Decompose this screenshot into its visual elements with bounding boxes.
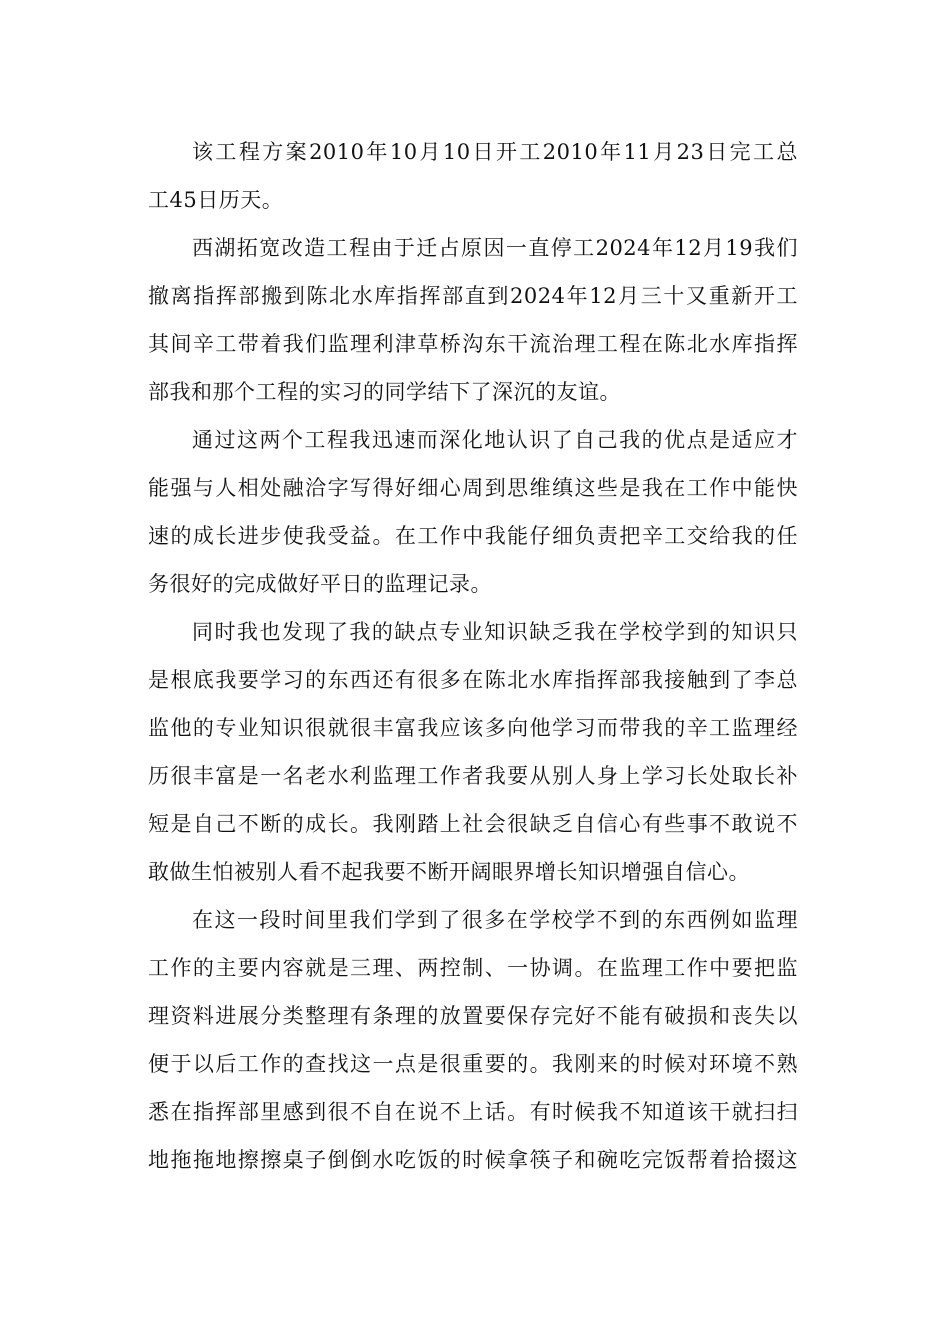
- text-line: 速的成长进步使我受益。在工作中我能仔细负责把辛工交给我的任: [148, 524, 798, 548]
- text-line: 敢做生怕被别人看不起我要不断开阔眼界增长知识增强自信心。: [148, 860, 750, 884]
- text-line: 历很丰富是一名老水利监理工作者我要从别人身上学习长处取长补: [148, 764, 798, 788]
- text-line: 务很好的完成做好平日的监理记录。: [148, 572, 492, 596]
- text-line: 其间辛工带着我们监理利津草桥沟东干流治理工程在陈北水库指挥: [148, 332, 798, 356]
- text-line: 西湖拓宽改造工程由于迁占原因一直停工2024年12月19我们: [192, 236, 798, 260]
- text-line: 能强与人相处融洽字写得好细心周到思维缜这些是我在工作中能快: [148, 476, 798, 500]
- body-text: [148, 128, 798, 1184]
- text-line: 悉在指挥部里感到很不自在说不上话。有时候我不知道该干就扫扫: [148, 1100, 798, 1124]
- text-line: 部我和那个工程的实习的同学结下了深沉的友谊。: [148, 380, 621, 404]
- text-line: 在这一段时间里我们学到了很多在学校学不到的东西例如监理: [192, 908, 798, 932]
- text-line: 地拖拖地擦擦桌子倒倒水吃饭的时候拿筷子和碗吃完饭帮着拾掇这: [148, 1148, 798, 1172]
- paragraph-1: [148, 128, 798, 224]
- paragraph-3: [148, 416, 798, 608]
- text-line: 是根底我要学习的东西还有很多在陈北水库指挥部我接触到了李总: [148, 668, 798, 692]
- paragraph-5: [148, 896, 798, 1184]
- text-line: 该工程方案2010年10月10日开工2010年11月23日完工总: [192, 140, 798, 164]
- text-line: 理资料进展分类整理有条理的放置要保存完好不能有破损和丧失以: [148, 1004, 798, 1028]
- paragraph-2: [148, 224, 798, 416]
- text-line: 便于以后工作的查找这一点是很重要的。我刚来的时候对环境不熟: [148, 1052, 798, 1076]
- text-line: 通过这两个工程我迅速而深化地认识了自己我的优点是适应才: [192, 428, 798, 452]
- text-line: 撤离指挥部搬到陈北水库指挥部直到2024年12月三十又重新开工: [148, 284, 798, 308]
- text-line: 工45日历天。: [148, 188, 284, 212]
- text-line: 监他的专业知识很就很丰富我应该多向他学习而带我的辛工监理经: [148, 716, 798, 740]
- text-line: 工作的主要内容就是三理、两控制、一协调。在监理工作中要把监: [148, 956, 798, 980]
- text-line: 短是自己不断的成长。我刚踏上社会很缺乏自信心有些事不敢说不: [148, 812, 798, 836]
- paragraph-4: [148, 608, 798, 896]
- text-line: 同时我也发现了我的缺点专业知识缺乏我在学校学到的知识只: [192, 620, 798, 644]
